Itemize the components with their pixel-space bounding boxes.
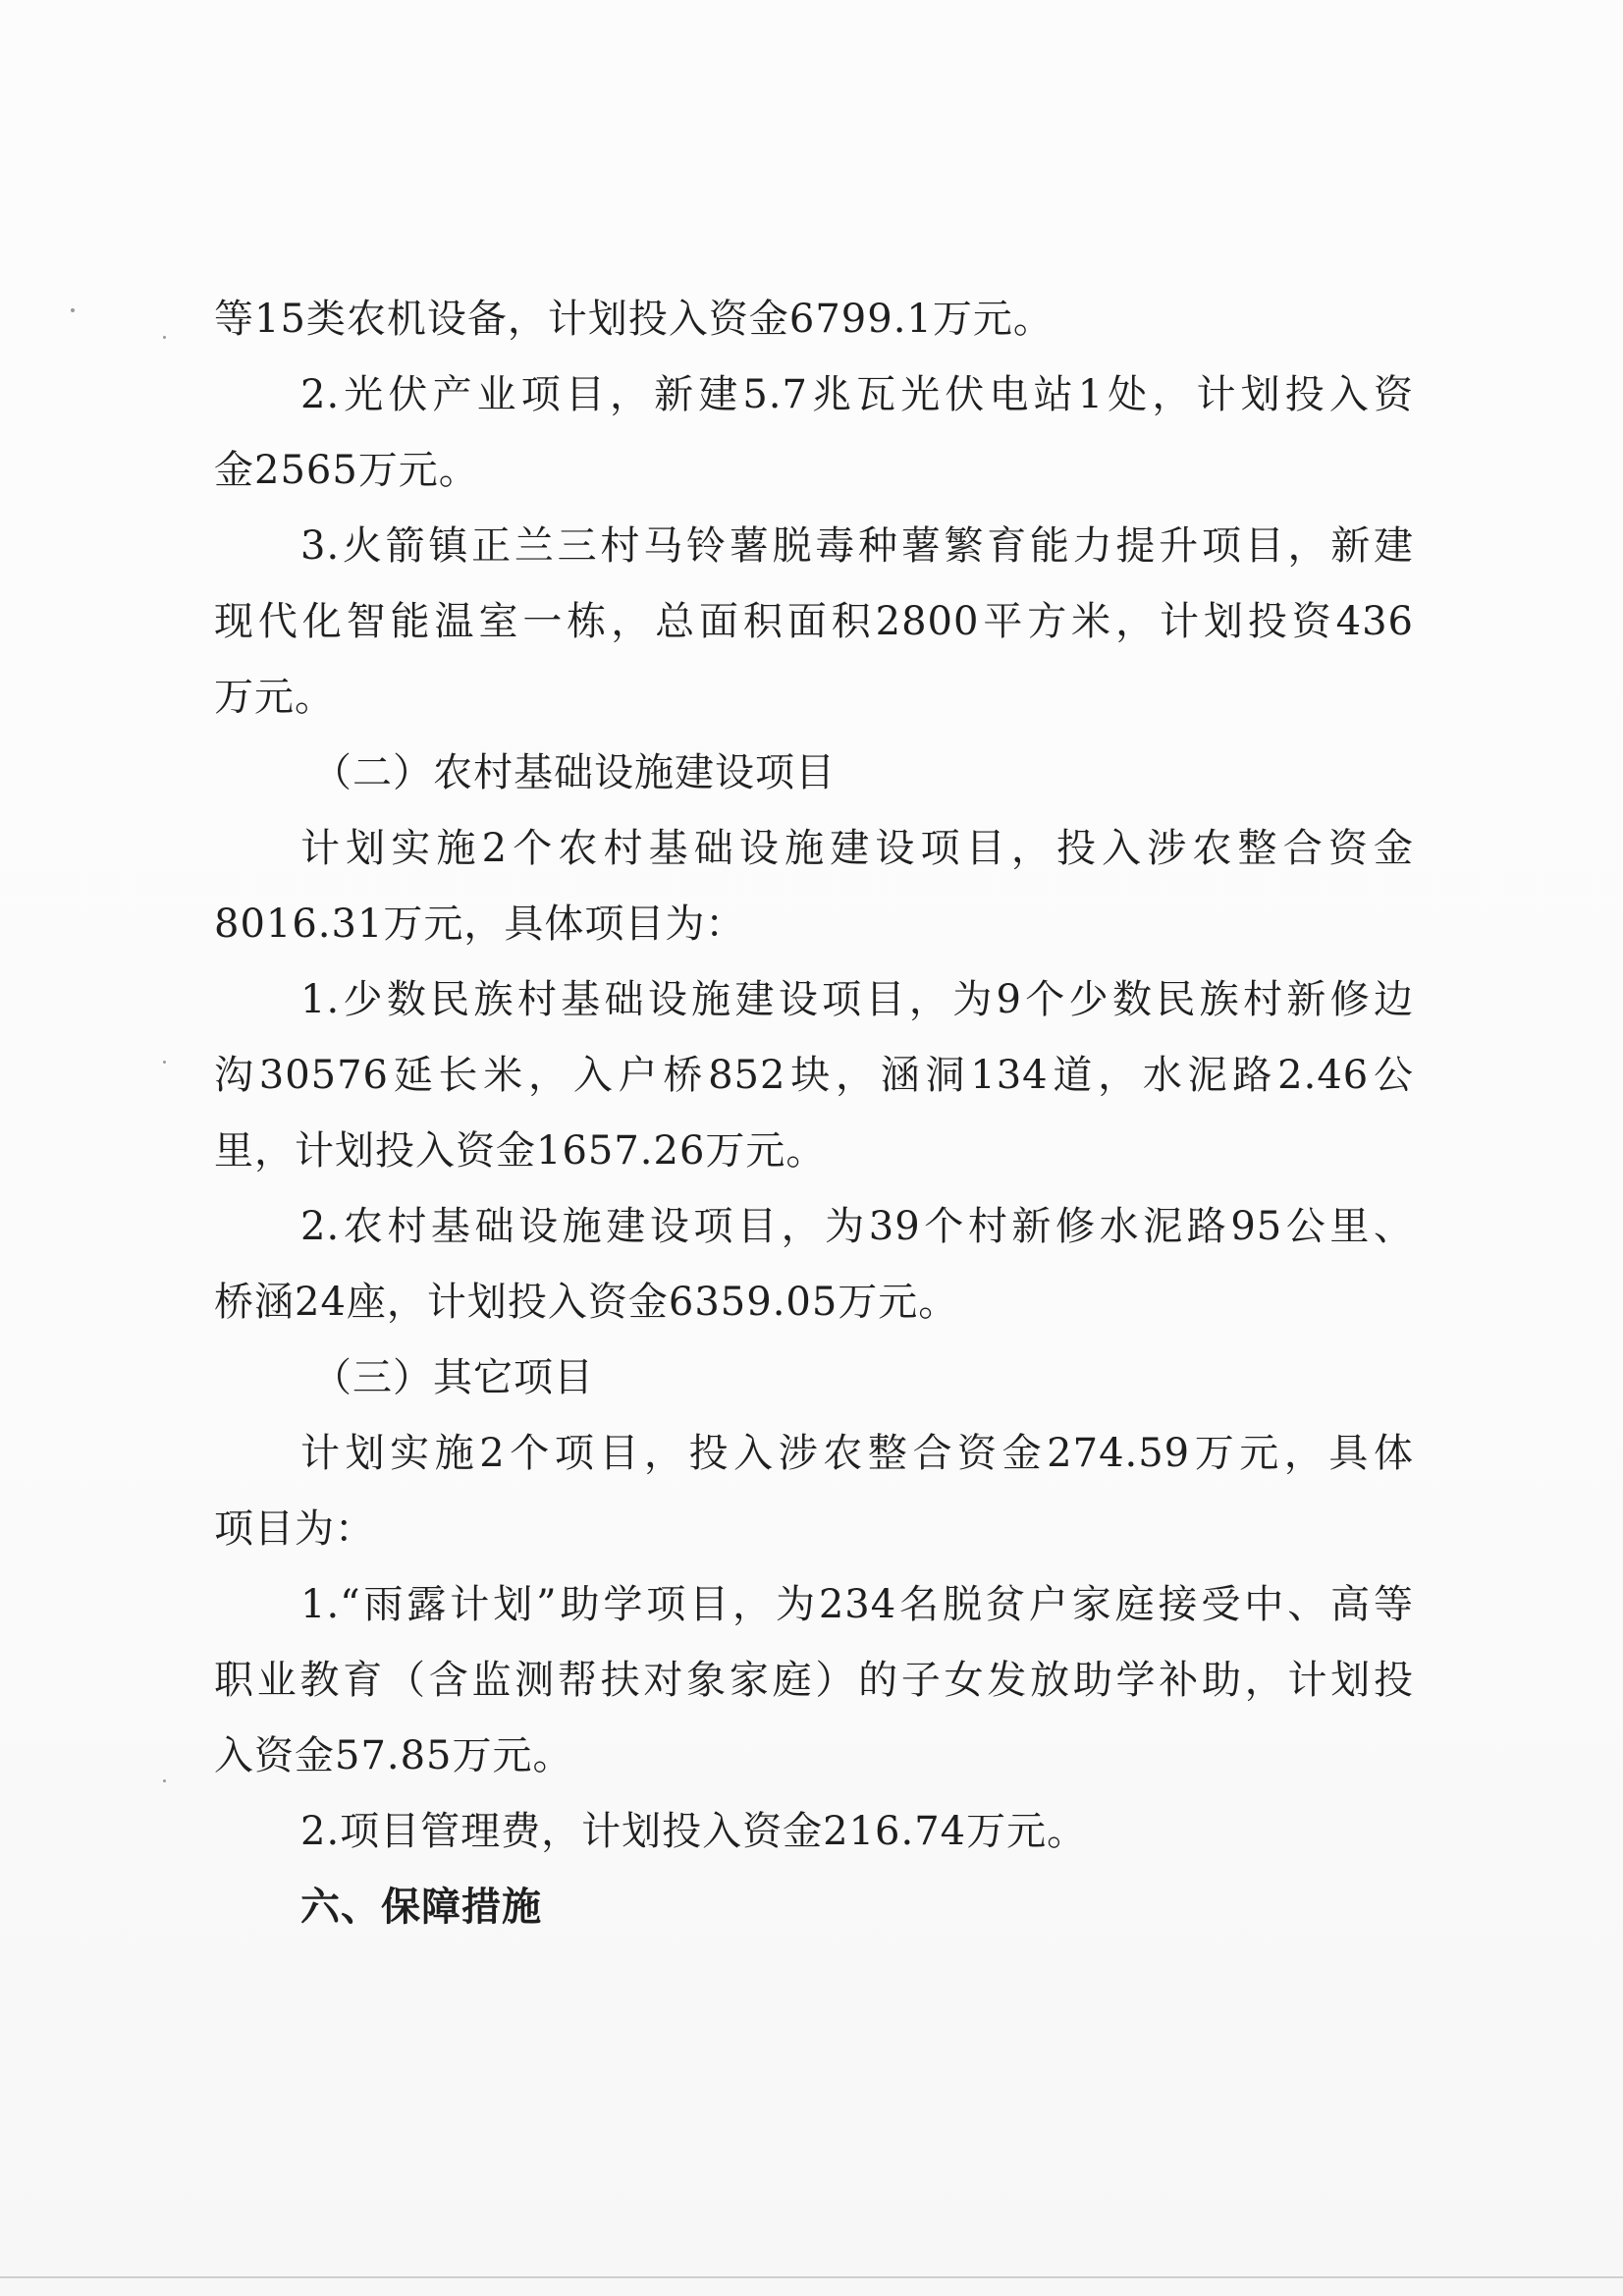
paragraph-line: 8016.31万元，具体项目为： [214,902,746,947]
paragraph-line: 3.火箭镇正兰三村马铃薯脱毒种薯繁育能力提升项目，新建 [300,523,1414,569]
paragraph-line: 2.项目管理费，计划投入资金216.74万元。 [300,1809,1088,1854]
paragraph-line: 万元。 [214,675,335,720]
paragraph-line: 沟30576延长米，入户桥852块，涵洞134道，水泥路2.46公 [214,1053,1414,1098]
page-bottom-edge [0,2276,1623,2278]
paragraph-line: 2.光伏产业项目，新建5.7兆瓦光伏电站1处，计划投入资 [300,372,1414,417]
paragraph-line: 入资金57.85万元。 [214,1733,573,1778]
scan-speck [71,308,75,312]
paragraph-line: 2.农村基础设施建设项目，为39个村新修水泥路95公里、 [300,1204,1414,1249]
section-subheading: （三）其它项目 [312,1355,594,1400]
paragraph-line: 职业教育（含监测帮扶对象家庭）的子女发放助学补助，计划投 [214,1658,1414,1703]
paragraph-line: 现代化智能温室一栋，总面积面积2800平方米，计划投资436 [214,599,1414,644]
paragraph-line: 等15类农机设备，计划投入资金6799.1万元。 [214,297,1054,342]
paragraph-line: 计划实施2个项目，投入涉农整合资金274.59万元，具体 [300,1431,1414,1476]
scan-speck [163,1061,166,1064]
scan-speck [163,336,166,339]
paragraph-line: 1.“雨露计划”助学项目，为234名脱贫户家庭接受中、高等 [300,1582,1414,1627]
section-heading: 六、保障措施 [300,1885,542,1930]
paragraph-line: 金2565万元。 [214,448,479,493]
paragraph-line: 项目为： [214,1506,375,1552]
section-subheading: （二）农村基础设施建设项目 [312,750,836,795]
paragraph-line: 里，计划投入资金1657.26万元。 [214,1128,827,1174]
paragraph-line: 1.少数民族村基础设施建设项目，为9个少数民族村新修边 [300,977,1414,1022]
scan-speck [163,1779,166,1782]
paragraph-line: 计划实施2个农村基础设施建设项目，投入涉农整合资金 [300,826,1414,871]
paragraph-line: 桥涵24座，计划投入资金6359.05万元。 [214,1280,959,1325]
